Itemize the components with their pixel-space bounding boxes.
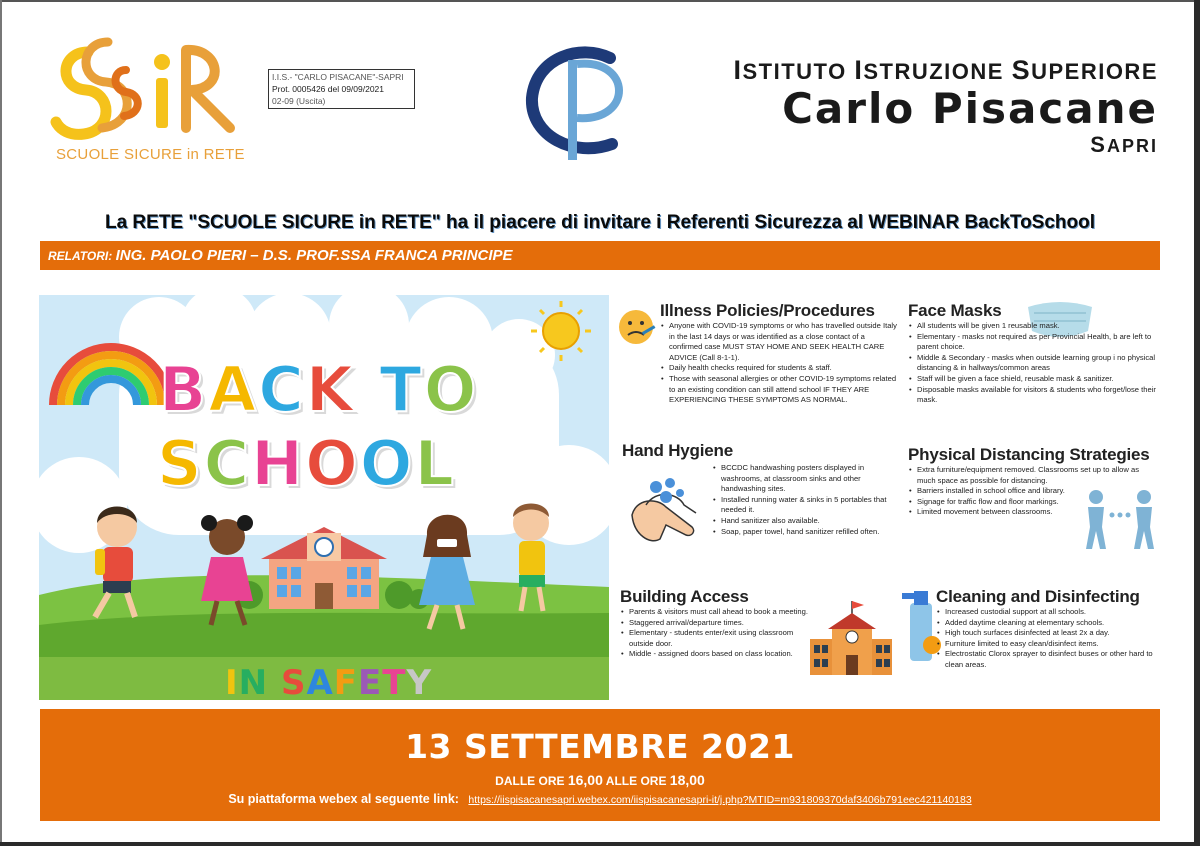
webex-link-line — [40, 792, 1160, 806]
event-date: 13 SETTEMBRE 2021 — [405, 727, 795, 766]
school-heading: SCHOOL — [157, 427, 457, 500]
school-name — [733, 55, 1158, 158]
page-border-right — [1194, 0, 1200, 846]
list-item: • Staggered arrival/departure times. — [620, 618, 810, 629]
ssir-caption: SCUOLE SICURE in RETE — [56, 146, 245, 163]
list-item: • Disposable masks available for visitors & students who forget/lose their mask. — [908, 385, 1160, 406]
distancing-title: Physical Distancing Strategies — [908, 445, 1150, 464]
building-access-section — [620, 587, 810, 660]
illness-title: Illness Policies/Procedures — [660, 301, 875, 320]
webinar-invitation: La RETE "SCUOLE SICURE in RETE" ha il piacere di invitare i Referenti Sicurezza al WEBINAR BackToSchool — [104, 212, 1096, 233]
list-item: • Furniture limited to easy clean/disinfect items. — [936, 639, 1160, 650]
face-masks-title: Face Masks — [908, 301, 1002, 320]
list-item: • Hand sanitizer also available. — [712, 516, 894, 527]
hand-hygiene-title: Hand Hygiene — [622, 441, 733, 460]
back-to-heading: BACK TO — [159, 353, 479, 426]
back-to-school-illustration — [39, 295, 609, 700]
cleaning-title: Cleaning and Disinfecting — [936, 587, 1140, 606]
list-item: • Barriers installed in school office and library. — [908, 486, 1158, 497]
page-border-left — [0, 0, 2, 846]
hand-hygiene-list-wrapper — [712, 463, 894, 537]
list-item: • Anyone with COVID-19 symptoms or who has travelled outside Italy in the last 14 days or was identified as a close contact of a confirmed case MUST STAY HOME AND SEEK HEALTH CARE ADVICE (Call 8-1-1). — [660, 321, 900, 363]
face-masks-list — [908, 321, 1160, 406]
in-safety-heading: IN SAFETY — [225, 663, 433, 700]
speakers-label: RELATORI: — [48, 249, 116, 263]
list-item: • Extra furniture/equipment removed. Classrooms set up to allow as much space as possible for distancing. — [908, 465, 1158, 486]
list-item: • Increased custodial support at all schools. — [936, 607, 1160, 618]
building-access-title: Building Access — [620, 587, 749, 606]
list-item: • Middle & Secondary - masks when outside learning group i no physical distancing & in hallways/common areas — [908, 353, 1160, 374]
list-item: • Those with seasonal allergies or other COVID-19 symptoms related to an existing condition can still attend school IF THEY ARE EXPERIENCING THESE SYMPTOMS AS NORMAL. — [660, 374, 900, 406]
cleaning-section — [936, 587, 1160, 671]
speakers-bar — [40, 241, 1160, 270]
illness-section — [660, 301, 900, 406]
webex-link-label: Su piattaforma webex al seguente link: — [228, 792, 463, 806]
list-item: • Middle - assigned doors based on class location. — [620, 649, 810, 660]
hand-hygiene-section — [622, 441, 902, 461]
list-item: • Limited movement between classrooms. — [908, 507, 1158, 518]
cleaning-list — [936, 607, 1160, 671]
list-item: • Parents & visitors must call ahead to book a meeting. — [620, 607, 810, 618]
event-footer — [40, 709, 1160, 821]
safety-guidelines-panel — [612, 295, 1160, 705]
webex-link[interactable]: https://iispisacanesapri.webex.com/iispisacanesapri-it/j.php?MTID=m931809370daf3406b791eec421140183 — [468, 794, 972, 806]
protocol-stamp — [268, 69, 415, 109]
distancing-people-icon — [1082, 487, 1160, 553]
speakers-names: ING. PAOLO PIERI – D.S. PROF.SSA FRANCA PRINCIPE — [115, 247, 513, 264]
list-item: • Added daytime cleaning at elementary schools. — [936, 618, 1160, 629]
list-item: • Electrostatic Clorox sprayer to disinfect buses or other hard to clean areas. — [936, 649, 1160, 670]
hand-washing-icon — [626, 469, 704, 549]
list-item: • Staff will be given a face shield, reusable mask & sanitizer. — [908, 374, 1160, 385]
protocol-line-1: I.I.S.- "CARLO PISACANE"-SAPRI — [272, 72, 404, 82]
page-border-bottom — [0, 842, 1200, 846]
hand-hygiene-list — [712, 463, 894, 537]
list-item: • Elementary - students enter/exit using classroom outside door. — [620, 628, 810, 649]
school-name-line-1: ISTITUTO ISTRUZIONE SUPERIORE — [733, 55, 1158, 85]
list-item: • BCCDC handwashing posters displayed in washrooms, at classroom sinks and other handwashing sites. — [712, 463, 894, 495]
list-item: • All students will be given 1 reusable mask. — [908, 321, 1160, 332]
building-access-list — [620, 607, 810, 660]
illness-list — [660, 321, 900, 406]
sick-face-icon — [618, 303, 656, 349]
school-name-line-3: SAPRI — [1090, 132, 1158, 157]
list-item: • High touch surfaces disinfected at least 2x a day. — [936, 628, 1160, 639]
list-item: • Soap, paper towel, hand sanitizer refilled often. — [712, 527, 894, 538]
list-item: • Daily health checks required for students & staff. — [660, 363, 900, 374]
school-building-icon — [808, 599, 892, 679]
list-item: • Installed running water & sinks in 5 portables that needed it. — [712, 495, 894, 516]
school-name-line-2: Carlo Pisacane — [782, 84, 1158, 133]
list-item: • Signage for traffic flow and floor markings. — [908, 497, 1158, 508]
cp-logo-icon — [522, 40, 652, 164]
protocol-line-3: 02-09 (Uscita) — [272, 96, 326, 106]
list-item: • Elementary - masks not required as per Provincial Health, b are left to parent choice. — [908, 332, 1160, 353]
page-border-top — [0, 0, 1200, 2]
event-hours: DALLE ORE 16,00 ALLE ORE 18,00 — [495, 772, 705, 788]
protocol-line-2: Prot. 0005426 del 09/09/2021 — [272, 84, 385, 94]
face-masks-section — [908, 301, 1160, 406]
